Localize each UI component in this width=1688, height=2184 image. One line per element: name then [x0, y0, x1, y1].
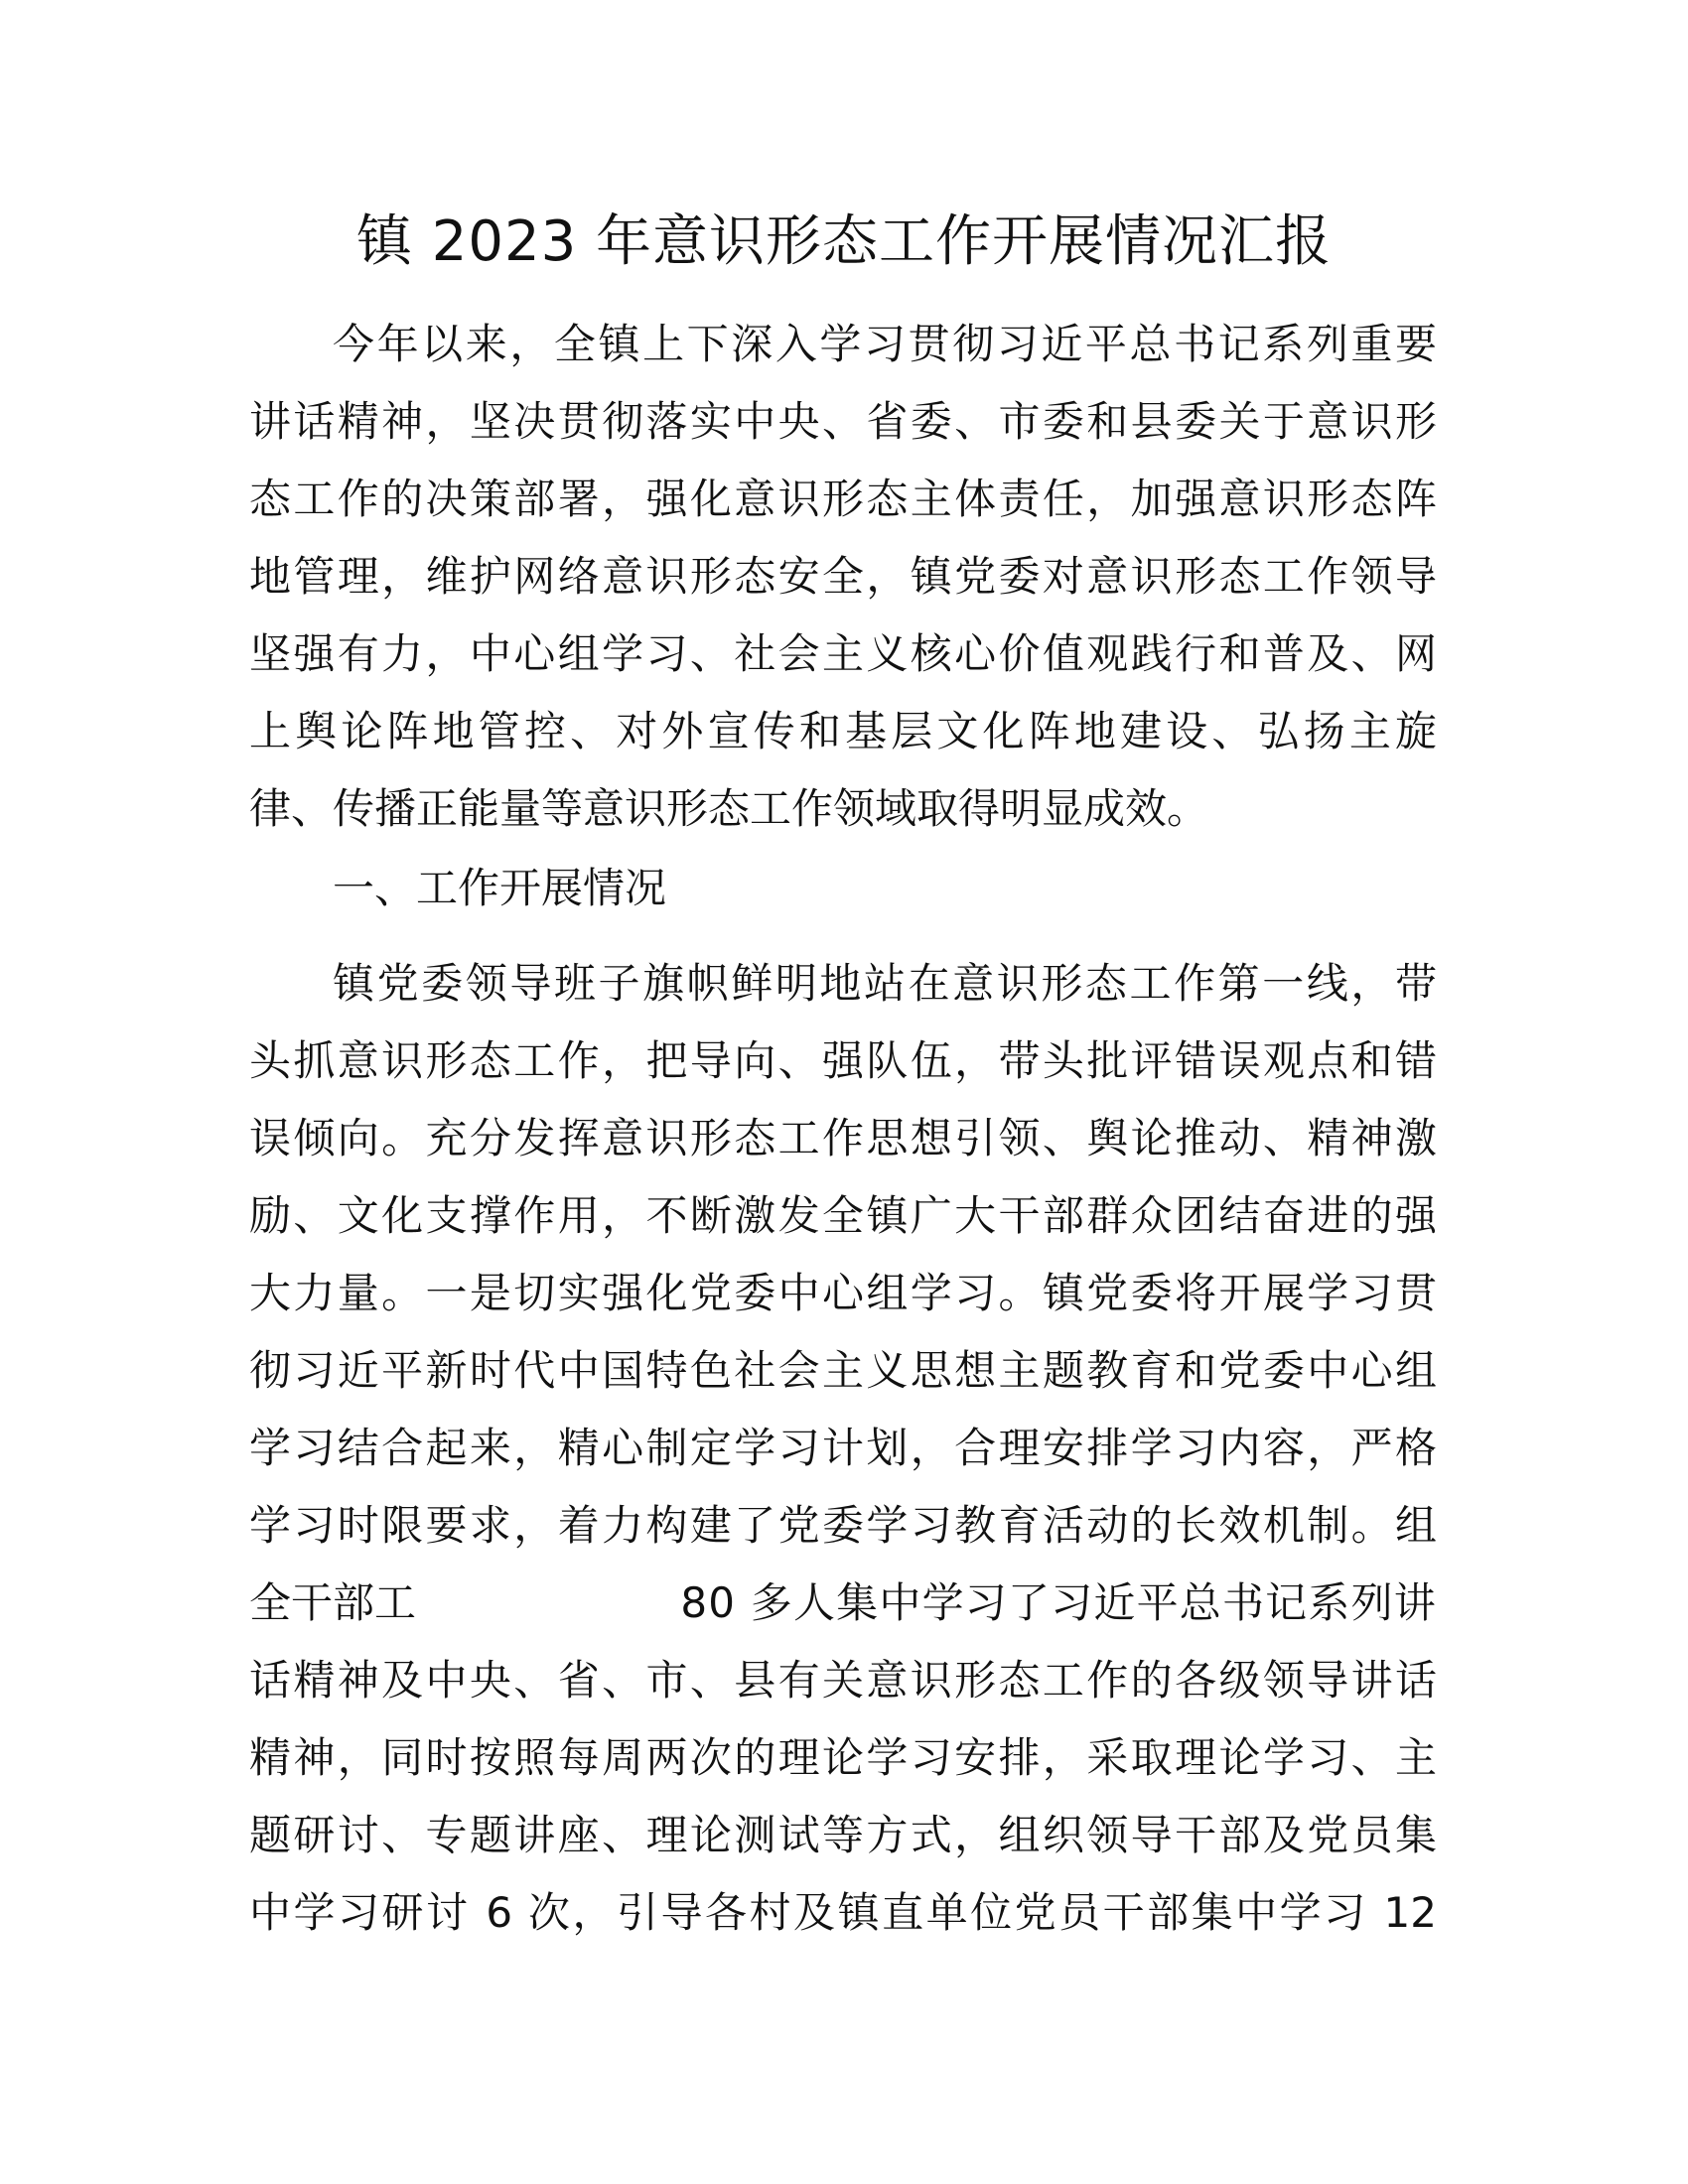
paragraph-line: 学习结合起来，精心制定学习计划，合理安排学习内容，严格: [249, 1424, 1437, 1472]
paragraph-line: 励、文化支撑作用，不断激发全镇广大干部群众团结奋进的强: [249, 1191, 1437, 1240]
section-heading: 一、工作开展情况: [333, 864, 667, 912]
paragraph-line: 律、传播正能量等意识形态工作领域取得明显成效。: [249, 784, 1209, 833]
paragraph-line: 彻习近平新时代中国特色社会主义思想主题教育和党委中心组: [249, 1346, 1437, 1395]
paragraph-line: 地管理，维护网络意识形态安全，镇党委对意识形态工作领导: [249, 552, 1437, 601]
paragraph-line: 精神，同时按照每周两次的理论学习安排，采取理论学习、主: [249, 1733, 1437, 1782]
paragraph-line: 学习时限要求，着力构建了党委学习教育活动的长效机制。组: [249, 1501, 1437, 1550]
paragraph-line: 误倾向。充分发挥意识形态工作思想引领、舆论推动、精神激: [249, 1114, 1437, 1162]
paragraph-line: 坚强有力，中心组学习、社会主义核心价值观践行和普及、网: [249, 629, 1437, 678]
paragraph-line: 头抓意识形态工作，把导向、强队伍，带头批评错误观点和错: [249, 1036, 1437, 1085]
paragraph-line: 中学习研讨 6 次，引导各村及镇直单位党员干部集中学习 12: [249, 1888, 1437, 1937]
gap-line-right-text: 80 多人集中学习了习近平总书记系列讲: [680, 1578, 1437, 1627]
paragraph-line: 话精神及中央、省、市、县有关意识形态工作的各级领导讲话: [249, 1656, 1437, 1705]
gap-line-left-text: 全干部工: [249, 1578, 417, 1627]
paragraph-line: 今年以来，全镇上下深入学习贯彻习近平总书记系列重要: [333, 320, 1437, 368]
paragraph-line: 镇党委领导班子旗帜鲜明地站在意识形态工作第一线，带: [333, 959, 1437, 1008]
paragraph-line: 讲话精神，坚决贯彻落实中央、省委、市委和县委关于意识形: [249, 397, 1437, 446]
paragraph-line: 大力量。一是切实强化党委中心组学习。镇党委将开展学习贯: [249, 1269, 1437, 1317]
paragraph-line: 题研讨、专题讲座、理论测试等方式，组织领导干部及党员集: [249, 1811, 1437, 1859]
paragraph-line: 态工作的决策部署，强化意识形态主体责任，加强意识形态阵: [249, 475, 1437, 523]
paragraph-line-with-gap: [249, 1565, 1437, 1642]
document-title: 镇 2023 年意识形态工作开展情况汇报: [355, 209, 1333, 274]
paragraph-line: 上舆论阵地管控、对外宣传和基层文化阵地建设、弘扬主旋: [249, 707, 1437, 755]
